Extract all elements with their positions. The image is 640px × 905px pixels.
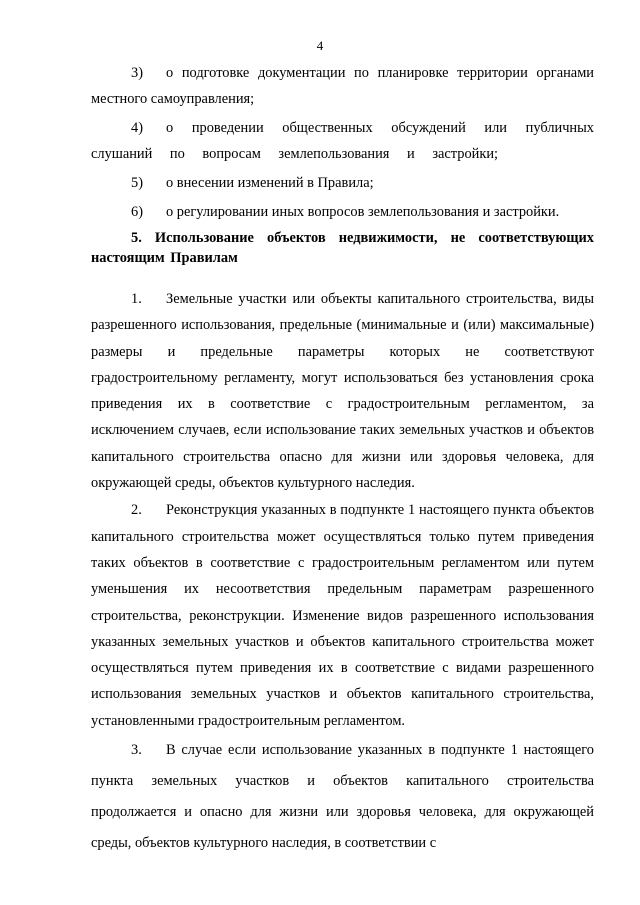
paragraph-text: Земельные участки или объекты капитального строительства, виды разрешенного использования, предельные (минимальные и (или) максимальные) размеры и предельные параметры которых не соответствуют градостроительному регламенту, могут использоваться без установления срока приведения их в соответствие с градостроительным регламентом, за исключением случаев, если использование таких земельных участков и объектов капитального строительства опасно для жизни или здоровья человека, для окружающей среды, объектов культурного наследия. (91, 291, 594, 492)
paragraph (91, 735, 594, 859)
list-item-text: о регулировании иных вопросов землепользования и застройки. (166, 204, 560, 220)
list-item (91, 170, 594, 196)
list-item-text: о подготовке документации по планировке территории органами местного самоуправления; (91, 65, 594, 107)
list-item (91, 115, 594, 167)
paragraph-number: 3. (131, 742, 142, 759)
section-title: 5. Использование объектов недвижимости, не соответствующих настоящим Правилам (91, 230, 594, 266)
paragraph (91, 497, 594, 734)
paragraph-number: 1. (131, 291, 142, 307)
list-item-text: о проведении общественных обсуждений или публичных слушаний по вопросам землепользования и застройки; (91, 120, 594, 162)
list-item-marker: 5) (131, 175, 143, 191)
page-number: 4 (316, 38, 324, 53)
list-item-marker: 3) (131, 65, 143, 81)
list-item-text: о внесении изменений в Правила; (166, 175, 374, 191)
paragraph (91, 286, 594, 496)
list-item (91, 60, 594, 112)
list-item (91, 199, 594, 225)
paragraph-text: В случае если использование указанных в подпункте 1 настоящего пункта земельных участков и объектов капитального строительства продолжается и опасно для жизни или здоровья человека, для окружающей среды, объектов культурного наследия, в соответствии с (91, 742, 594, 852)
list-item-marker: 6) (131, 204, 143, 220)
paragraph-number: 2. (131, 502, 142, 519)
paragraph-text: Реконструкция указанных в подпункте 1 настоящего пункта объектов капитального строительства может осуществляться только путем приведения таких объектов в соответствие с градостроительным регламентом или путем уменьшения их несоответствия предельным параметрам разрешенного строительства, реконструкции. Изменение видов разрешенного использования указанных земельных участков и объектов капитального строительства может осуществляться путем приведения их в соответствие с видами разрешенного использования земельных участков и объектов капитального строительства, установленными градостроительным регламентом. (91, 502, 594, 729)
list-item-marker: 4) (131, 120, 143, 136)
page-content (91, 60, 594, 860)
